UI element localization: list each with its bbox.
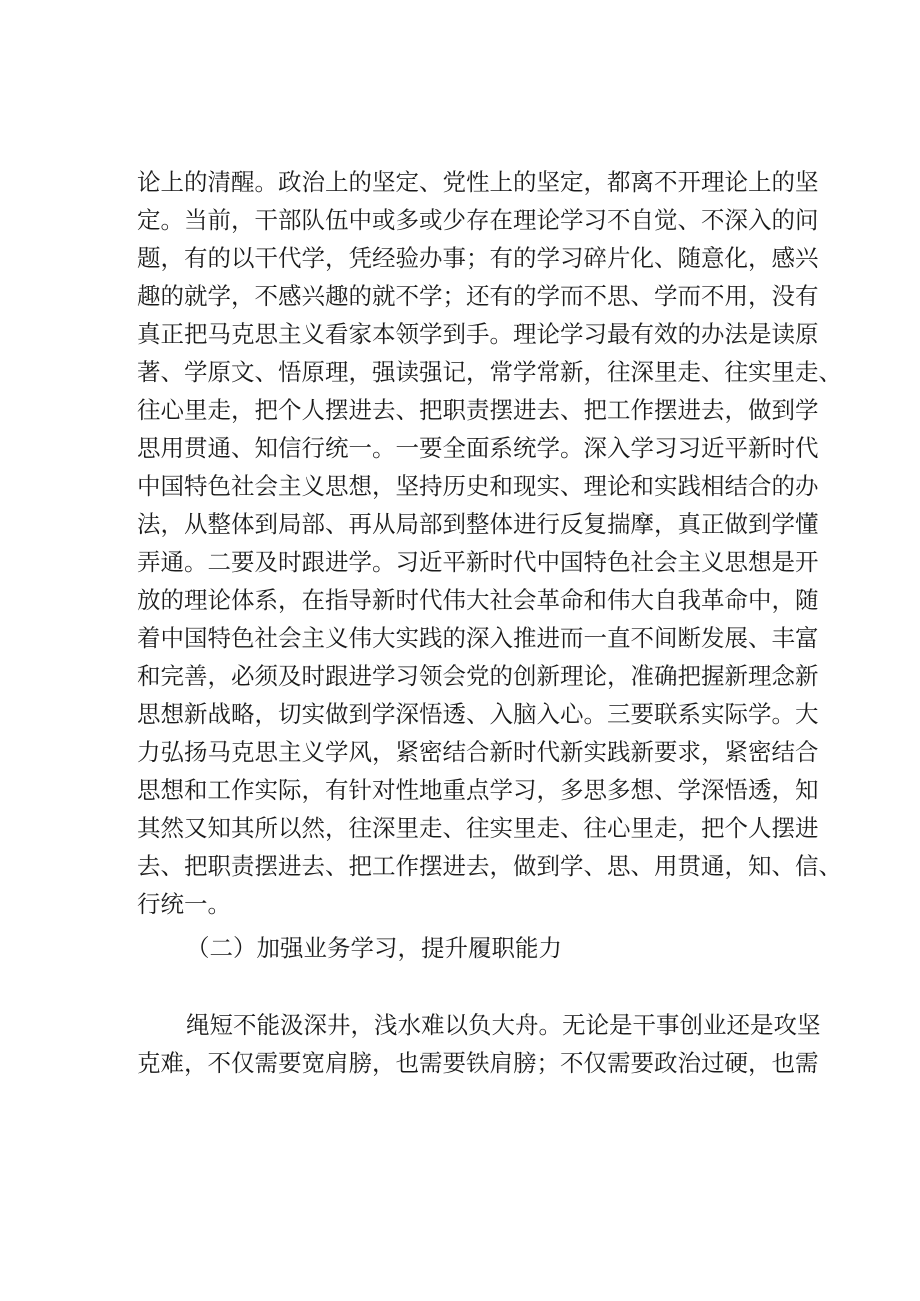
text-line: 绳短不能汲深井，浅水难以负大舟。无论是干事创业还是攻坚 xyxy=(186,1011,821,1039)
text-line: 往心里走，把个人摆进去、把职责摆进去、把工作摆进去，做到学 xyxy=(137,396,819,424)
text-line: 着中国特色社会主义伟大实践的深入推进而一直不间断发展、丰富 xyxy=(137,624,819,652)
text-line: 和完善，必须及时跟进学习领会党的创新理论，准确把握新理念新 xyxy=(137,662,819,690)
text-line: 思想和工作实际，有针对性地重点学习，多思多想、学深悟透，知 xyxy=(137,776,819,804)
text-line: 行统一。 xyxy=(137,890,231,918)
text-line: 思想新战略，切实做到学深悟透、入脑入心。三要联系实际学。大 xyxy=(137,700,819,728)
text-line: 克难，不仅需要宽肩膀，也需要铁肩膀；不仅需要政治过硬，也需 xyxy=(137,1049,819,1077)
text-line: 其然又知其所以然，往深里走、往实里走、往心里走，把个人摆进 xyxy=(137,814,819,842)
text-line: 论上的清醒。政治上的坚定、党性上的坚定，都离不开理论上的坚 xyxy=(137,168,819,196)
text-line: 中国特色社会主义思想，坚持历史和现实、理论和实践相结合的办 xyxy=(137,472,819,500)
text-line: 真正把马克思主义看家本领学到手。理论学习最有效的办法是读原 xyxy=(137,320,819,348)
text-line: 弄通。二要及时跟进学。习近平新时代中国特色社会主义思想是开 xyxy=(137,548,819,576)
text-line: 思用贯通、知信行统一。一要全面系统学。深入学习习近平新时代 xyxy=(137,434,819,462)
text-line: 定。当前，干部队伍中或多或少存在理论学习不自觉、不深入的问 xyxy=(137,206,819,234)
text-line: 题，有的以干代学，凭经验办事；有的学习碎片化、随意化，感兴 xyxy=(137,244,819,272)
text-line: 著、学原文、悟原理，强读强记，常学常新，往深里走、往实里走、 xyxy=(137,358,842,386)
text-line: 法，从整体到局部、再从局部到整体进行反复揣摩，真正做到学懂 xyxy=(137,510,819,538)
text-line: 趣的就学，不感兴趣的就不学；还有的学而不思、学而不用，没有 xyxy=(137,282,819,310)
text-line: 去、把职责摆进去、把工作摆进去，做到学、思、用贯通，知、信、 xyxy=(137,852,842,880)
text-line: 放的理论体系，在指导新时代伟大社会革命和伟大自我革命中，随 xyxy=(137,586,819,614)
section-heading: （二）加强业务学习，提升履职能力 xyxy=(186,934,562,962)
text-line: 力弘扬马克思主义学风，紧密结合新时代新实践新要求，紧密结合 xyxy=(137,738,819,766)
